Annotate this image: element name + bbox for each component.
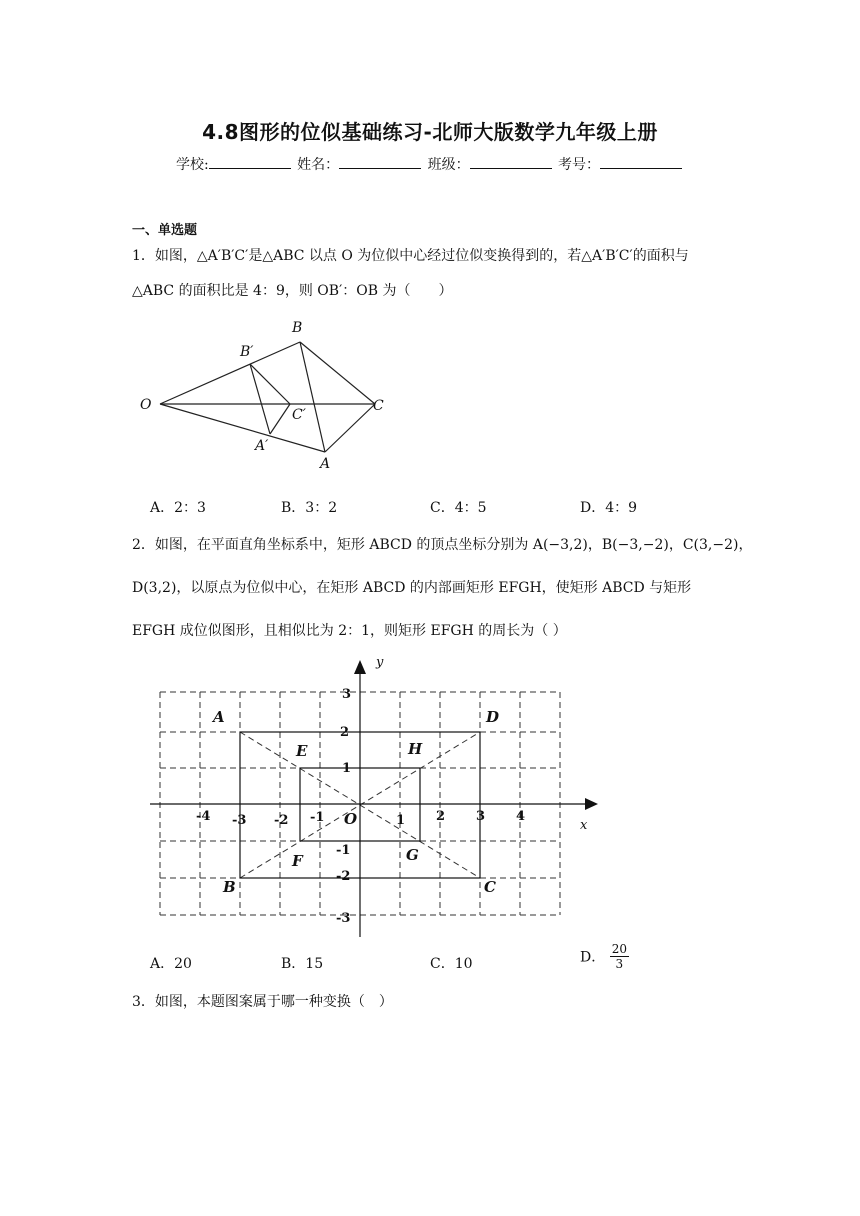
q2-figure [130, 652, 610, 942]
page-title: 4.8图形的位似基础练习-北师大版数学九年级上册 [202, 120, 658, 144]
q1-label-b-prime: B′ [240, 344, 254, 360]
q2-text-line3: EFGH 成位似图形，且相似比为 2：1，则矩形 EFGH 的周长为（ ） [132, 623, 567, 639]
class-label: 班级： [427, 157, 470, 173]
student-info-line [0, 154, 860, 174]
q2-label-o: O [344, 810, 358, 828]
q1-label-a-prime: A′ [255, 438, 269, 454]
q2-label-e: E [296, 742, 308, 760]
q2-text-line2: D(3,2)，以原点为位似中心，在矩形 ABCD 的内部画矩形 EFGH，使矩形 ABCD 与矩形 [132, 580, 692, 596]
q1-label-c: C [373, 398, 384, 414]
q1-label-o: O [140, 397, 152, 413]
q2-label-h: H [408, 740, 423, 758]
q1-option-c[interactable]: C．4：5 [430, 500, 487, 516]
q2-ytick: -2 [336, 869, 351, 884]
exam-no-blank [600, 155, 682, 169]
q2-xtick: 4 [516, 809, 526, 824]
q2-xtick: -1 [310, 810, 325, 825]
name-label: 姓名： [297, 157, 340, 173]
q2-xtick: 1 [396, 813, 406, 828]
q2-ytick: 2 [340, 725, 350, 740]
q3-text-line1: 3．如图，本题图案属于哪一种变换（ ） [132, 994, 393, 1010]
q2-label-f: F [292, 852, 303, 870]
q2-label-d: D [486, 708, 500, 726]
q1-text-line2: △ABC 的面积比是 4：9，则 OB′：OB 为（ ） [132, 283, 453, 299]
q1-label-c-prime: C′ [292, 407, 306, 423]
q2-option-c[interactable]: C．10 [430, 956, 473, 972]
q1-label-a: A [320, 456, 331, 472]
name-blank [339, 155, 421, 169]
fraction-numerator: 20 [611, 942, 627, 956]
q2-option-d[interactable] [580, 942, 629, 971]
q2-text-line1: 2．如图，在平面直角坐标系中，矩形 ABCD 的顶点坐标分别为 A(−3,2)，B(−3,−2)，C(3,−2)， [132, 537, 753, 553]
q1-option-a[interactable]: A．2：3 [150, 500, 206, 516]
q2-xtick: 3 [476, 809, 486, 824]
q1-option-b[interactable]: B．3：2 [281, 500, 338, 516]
q1-figure [130, 312, 400, 477]
q2-axis-x: x [580, 818, 588, 833]
q1-text-line1: 1．如图，△A′B′C′是△ABC 以点 O 为位似中心经过位似变换得到的，若△A′B′C′的面积与 [132, 248, 689, 264]
q2-axis-y: y [376, 655, 384, 670]
school-blank [209, 155, 291, 169]
q1-option-d[interactable]: D．4：9 [580, 500, 638, 516]
q2-option-a[interactable]: A．20 [150, 956, 192, 972]
q1-label-b: B [292, 320, 303, 336]
q2-ytick: -1 [336, 843, 351, 858]
school-label: 学校: [175, 157, 209, 173]
class-blank [470, 155, 552, 169]
q2-ytick: -3 [336, 911, 351, 926]
q2-label-g: G [406, 846, 419, 864]
q2-label-c: C [484, 878, 496, 896]
q2-option-d-prefix: D． [580, 949, 606, 966]
q2-label-b: B [223, 878, 236, 896]
q2-xtick: 2 [436, 809, 446, 824]
q2-ytick: 1 [342, 761, 352, 776]
q2-xtick: -3 [232, 813, 247, 828]
q2-option-d-fraction [610, 942, 629, 971]
q2-label-a: A [213, 708, 225, 726]
section-heading: 一、单选题 [132, 223, 198, 238]
q2-option-b[interactable]: B．15 [281, 956, 324, 972]
q2-ytick: 3 [342, 687, 352, 702]
q2-xtick: -2 [274, 813, 289, 828]
fraction-denominator: 3 [615, 957, 624, 971]
q2-xtick: -4 [196, 809, 211, 824]
exam-no-label: 考号： [558, 157, 601, 173]
